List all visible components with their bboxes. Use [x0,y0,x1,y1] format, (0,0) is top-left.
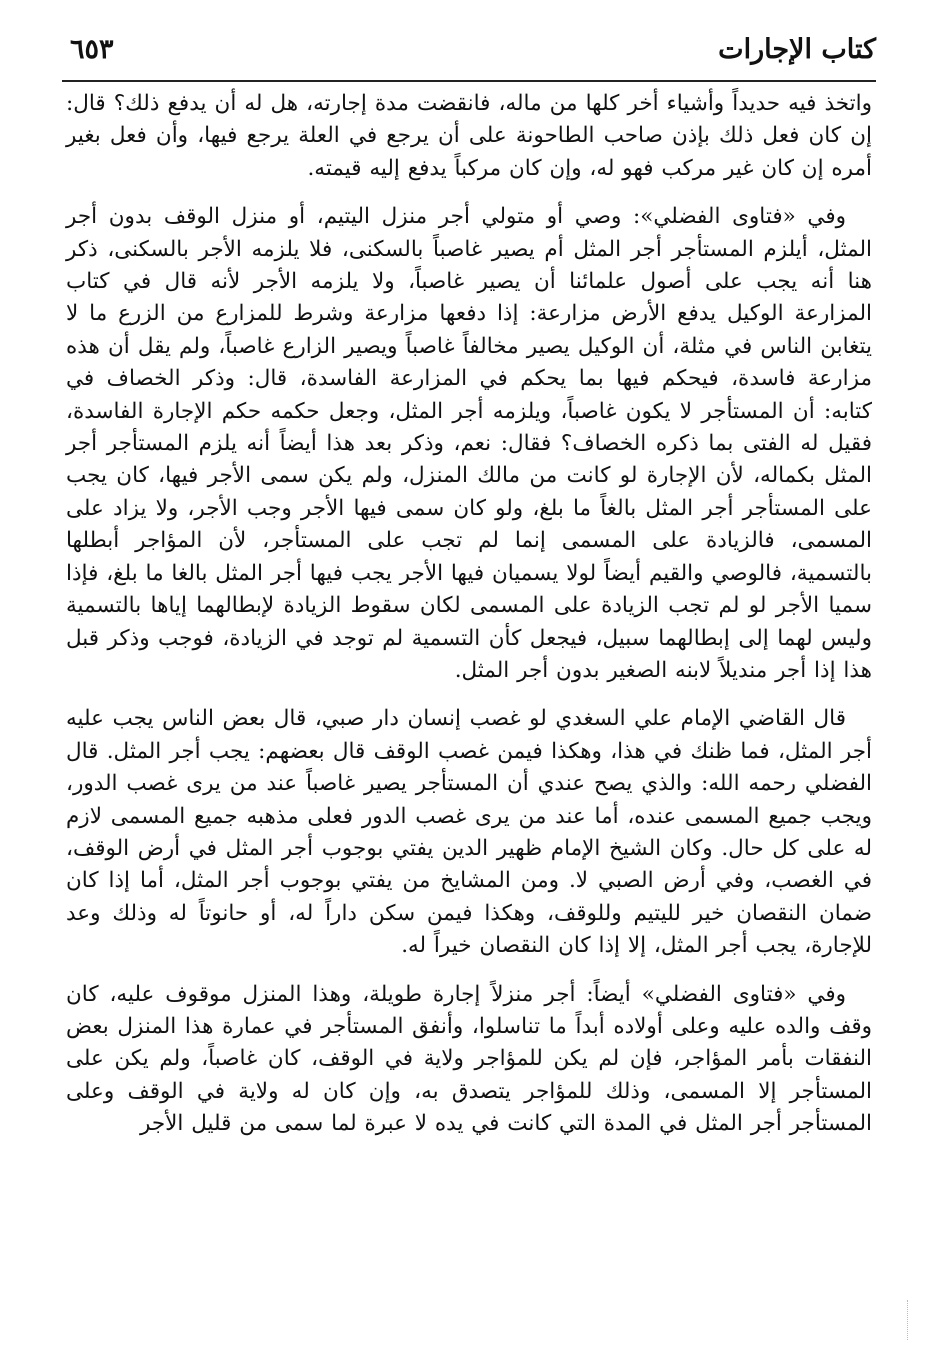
header-divider [62,80,876,82]
paragraph-2: وفي «فتاوى الفضلي»: وصي أو متولي أجر منزل اليتيم، أو منزل الوقف بدون أجر المثل، أيلزم المستأجر أجر المثل أم يصير غاصباً بالسكنى، فلا يلزمه الأجر بالسكنى، ذكر هنا أنه يجب على أصول علمائنا أن يصير غاصباً، ولا يلزمه الأجر لأنه قال في كتاب المزارعة الوكيل يدفع الأرض مزارعة: إذا دفعها مزارعة وشرط للمزارع من الزرع ما لا يتغابن الناس في مثلة، أن الوكيل يصير مخالفاً غاصباً ويصير الزارع غاصباً، ولم يقل أن هذه مزارعة فاسدة، فيحكم فيها بما يحكم في المزارعة الفاسدة، قال: وذكر الخصاف في كتابه: أن المستأجر لا يكون غاصباً، ويلزمه أجر المثل، وجعل حكمه حكم الإجارة الفاسدة، فقيل له الفتى بما ذكره الخصاف؟ فقال: نعم، وذكر بعد هذا أيضاً أنه يلزم المستأجر أجر المثل بكماله، لأن الإجارة لو كانت من مالك المنزل، ولم يكن سمى الأجر فيها، كان يجب على المستأجر أجر المثل بالغاً ما بلغ، ولو كان سمى فيها الأجر وجب الأجر، ولا يزاد على المسمى، فالزيادة على المسمى إنما لم تجب على المستأجر، لأن المؤاجر أبطلها بالتسمية، فالوصي والقيم أيضاً لولا يسميان فيها الأجر يجب فيها أجر المثل بالغا ما بلغ، فإذا سميا الأجر لو لم تجب الزيادة على المسمى لكان سقوط الزيادة لإبطالهما إياها بالتسمية وليس لهما إلى إبطالهما سبيل، فيجعل كأن التسمية لم توجد في الزيادة، فوجب وذكر قبل هذا إذا أجر منديلاً لابنه الصغير بدون أجر المثل. [66,204,872,683]
paragraph-3: قال القاضي الإمام علي السغدي لو غصب إنسان دار صبي، قال بعض الناس يجب عليه أجر المثل، فما ظنك في هذا، وهكذا فيمن غصب الوقف قال بعضهم: يجب أجر المثل. قال الفضلي رحمه الله: والذي يصح عندي أن المستأجر يصير غاصباً عند من يرى غصب الدور، ويجب جميع المسمى عنده، أما عند من يرى غصب الدور فعلى مذهبه جميع المسمى لازم له على كل حال. وكان الشيخ الإمام ظهير الدين يفتي بوجوب أجر المثل في أرض الوقف، في الغصب، وفي أرض الصبي لا. ومن المشايخ من يفتي بوجوب أجر المثل، أما إذا كان ضمان النقصان خير لليتيم وللوقف، وهكذا فيمن سكن داراً له، أو حانوتاً له وذلك وعد للإجارة، يجب أجر المثل، إلا إذا كان النقصان خيراً له. [66,706,872,959]
page-number: ٦٥٣ [70,34,114,65]
paragraph-1: واتخذ فيه حديداً وأشياء أخر كلها من ماله، فانقضت مدة إجارته، هل له أن يدفع ذلك؟ قال: إن كان فعل ذلك بإذن صاحب الطاحونة على أن يرجع في العلة يرجع فيها، وأن فعل بغير أمره إن كان غير مركب فهو له، وإن كان مركباً يدفع إليه قيمته. [66,91,872,181]
margin-dots [905,1300,908,1340]
paragraph-4: وفي «فتاوى الفضلي» أيضاً: أجر منزلاً إجارة طويلة، وهذا المنزل موقوف عليه، كان وقف والده عليه وعلى أولاده أبداً ما تناسلوا، وأنفق المستأجر في عمارة هذا المنزل بعض النفقات بأمر المؤاجر، فإن لم يكن للمؤاجر ولاية في الوقف، كان غاصباً، ولم يكن على المستأجر إلا المسمى، وذلك للمؤاجر يتصدق به، وإن كان له ولاية في الوقف وعلى المستأجر أجر المثل في المدة التي كانت في يده لا عبرة لما سمى من قليل الأجر [66,981,872,1137]
main-text [66,88,872,1141]
running-header [62,30,876,74]
chapter-title: كتاب الإجارات [718,34,876,65]
